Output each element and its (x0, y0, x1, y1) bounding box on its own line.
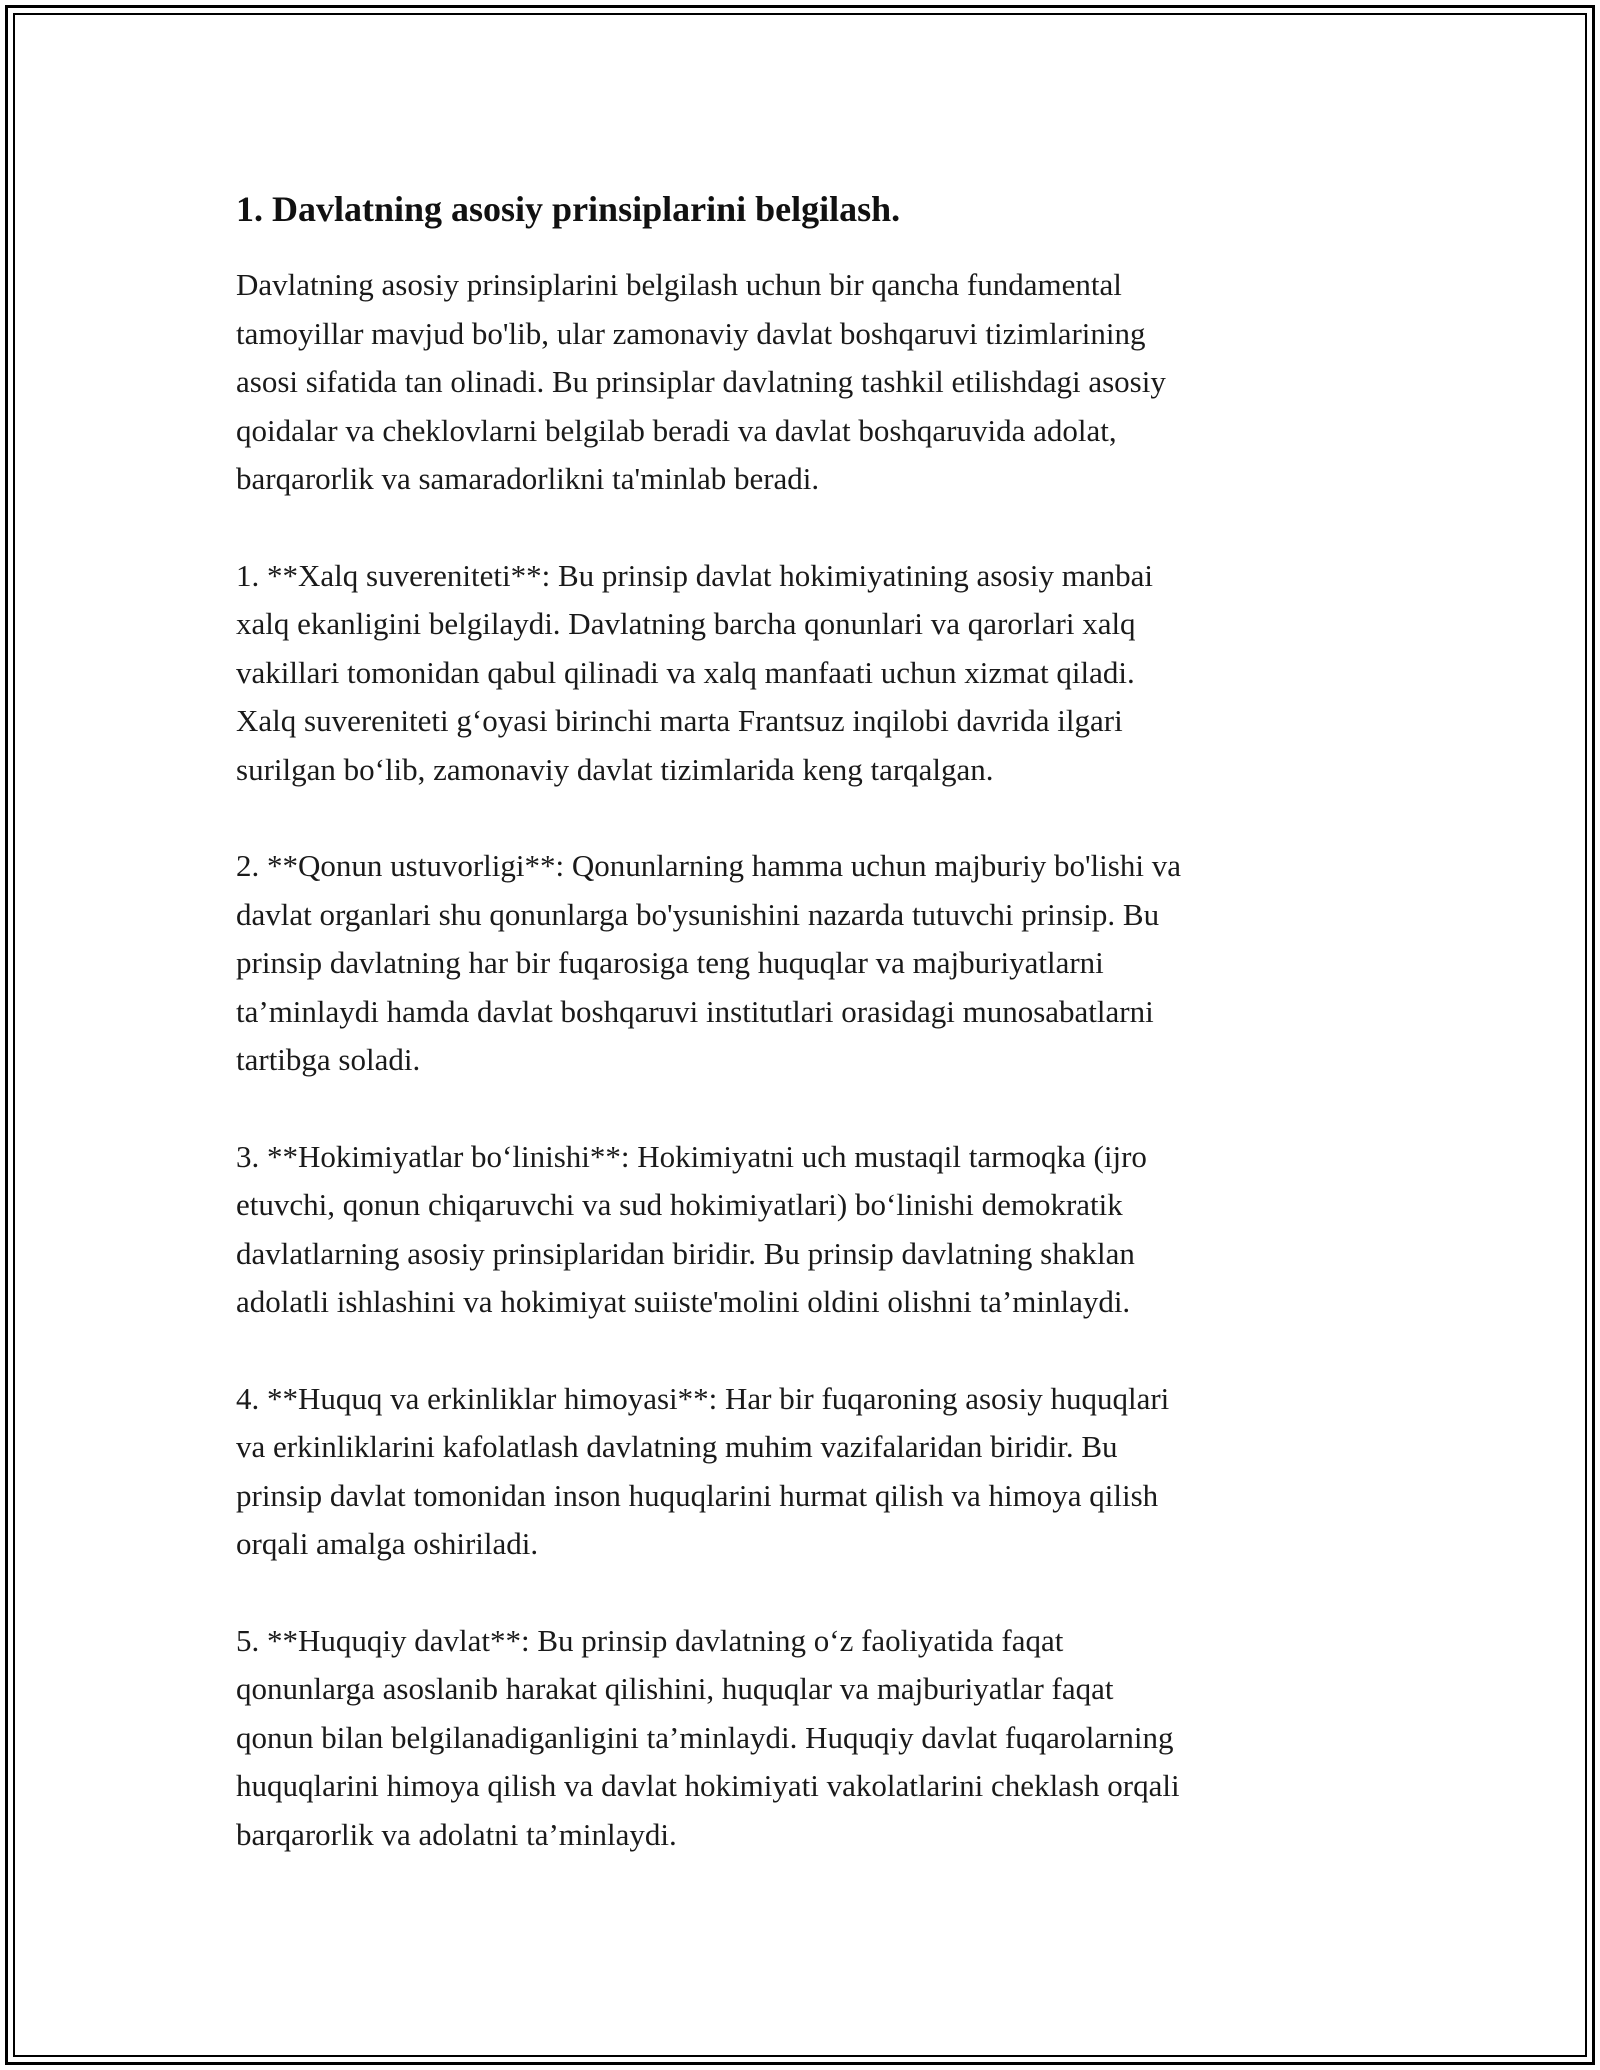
intro-paragraph: Davlatning asosiy prinsiplarini belgilash uchun bir qancha fundamental tamoyillar mavjud bo'lib, ular zamonaviy davlat boshqaruvi tizimlarining asosi sifatida tan olinadi. Bu prinsiplar davlatning tashkil etilishdagi asosiy qoidalar va cheklovlarni belgilab beradi va davlat boshqaruvida adolat, barqarorlik va samaradorlikni ta'minlab beradi. (236, 267, 1166, 496)
section-heading: 1. Davlatning asosiy prinsiplarini belgilash. (236, 189, 901, 229)
principle-hokimiyatlar-bolinishi: 3. **Hokimiyatlar bo‘linishi**: Hokimiyatni uch mustaqil tarmoqka (ijro etuvchi, qonun chiqaruvchi va sud hokimiyatlari) bo‘linishi demokratik davlatlarning asosiy prinsiplaridan biridir. Bu prinsip davlatning shaklan adolatli ishlashini va hokimiyat suiiste'molini oldini olishni ta’minlaydi. (236, 1138, 1147, 1319)
document-body (236, 185, 1366, 1907)
principle-huquqiy-davlat: 5. **Huquqiy davlat**: Bu prinsip davlatning o‘z faoliyatida faqat qonunlarga asoslanib harakat qilishini, huquqlar va majburiyatlar faqat qonun bilan belgilanadiganligini ta’minlaydi. Huquqiy davlat fuqarolarning huquqlarini himoya qilish va davlat hokimiyati vakolatlarini cheklash orqali barqarorlik va adolatni ta’minlaydi. (236, 1622, 1180, 1852)
principle-xalq-suvereniteti: 1. **Xalq suvereniteti**: Bu prinsip davlat hokimiyatining asosiy manbai xalq ekanligini belgilaydi. Davlatning barcha qonunlari va qarorlari xalq vakillari tomonidan qabul qilinadi va xalq manfaati uchun xizmat qiladi. Xalq suvereniteti g‘oyasi birinchi marta Frantsuz inqilobi davrida ilgari surilgan bo‘lib, zamonaviy davlat tizimlarida keng tarqalgan. (236, 557, 1153, 787)
principle-huquq-erkinliklar: 4. **Huquq va erkinliklar himoyasi**: Har bir fuqaroning asosiy huquqlari va erkinliklarini kafolatlash davlatning muhim vazifalaridan biridir. Bu prinsip davlat tomonidan inson huquqlarini hurmat qilish va himoya qilish orqali amalga oshiriladi. (236, 1380, 1170, 1561)
principle-qonun-ustuvorligi: 2. **Qonun ustuvorligi**: Qonunlarning hamma uchun majburiy bo'lishi va davlat organlari shu qonunlarga bo'ysunishini nazarda tutuvchi prinsip. Bu prinsip davlatning har bir fuqarosiga teng huquqlar va majburiyatlarni ta’minlaydi hamda davlat boshqaruvi institutlari orasidagi munosabatlarni tartibga soladi. (236, 848, 1181, 1077)
